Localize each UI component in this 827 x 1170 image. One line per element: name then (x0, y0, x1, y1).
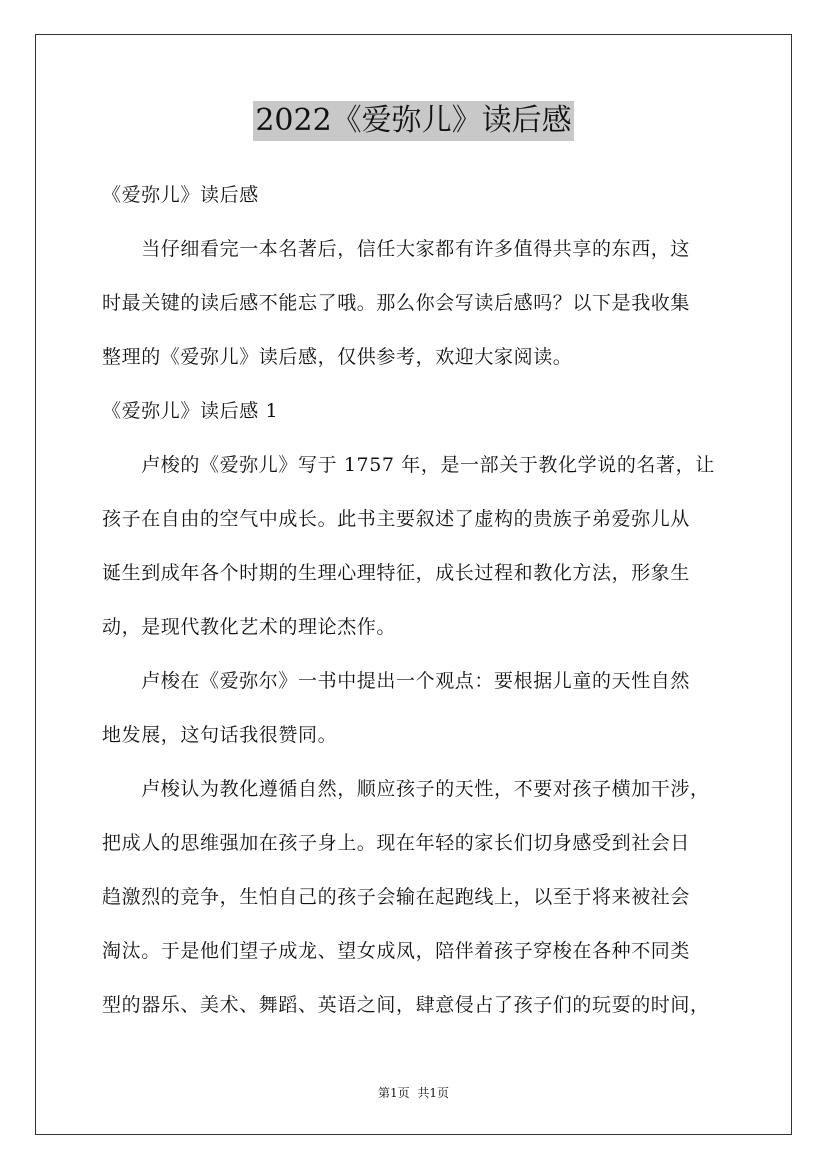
paragraph-line: 整理的《爱弥儿》读后感，仅供参考，欢迎大家阅读。 (102, 346, 573, 368)
paragraph-line: 诞生到成年各个时期的生理心理特征，成长过程和教化方法，形象生 (102, 562, 691, 584)
paragraph-line: 时最关键的读后感不能忘了哦。那么你会写读后感吗？以下是我收集 (102, 292, 691, 314)
paragraph-line: 孩子在自由的空气中成长。此书主要叙述了虚构的贵族子弟爱弥儿从 (102, 508, 691, 530)
paragraph-line: 卢梭认为教化遵循自然，顺应孩子的天性，不要对孩子横加干涉， (102, 778, 710, 800)
paragraph-line: 卢梭的《爱弥儿》写于 1757 年，是一部关于教化学说的名著，让 (102, 454, 715, 476)
page-footer (0, 1084, 827, 1101)
paragraph-line: 动，是现代教化艺术的理论杰作。 (102, 616, 397, 638)
section-heading: 《爱弥儿》读后感 1 (102, 400, 279, 422)
paragraph-line: 型的器乐、美术、舞蹈、英语之间，肆意侵占了孩子们的玩耍的时间， (102, 994, 710, 1016)
paragraph-line: 当仔细看完一本名著后，信任大家都有许多值得共享的东西，这 (102, 238, 691, 260)
paragraph-line: 卢梭在《爱弥尔》一书中提出一个观点：要根据儿童的天性自然 (102, 670, 691, 692)
title-container (0, 101, 827, 141)
page-number: 第1页 (377, 1086, 410, 1100)
section-heading: 《爱弥儿》读后感 (102, 184, 259, 206)
page-total: 共1页 (417, 1086, 450, 1100)
paragraph-line: 地发展，这句话我很赞同。 (102, 724, 338, 746)
paragraph-line: 把成人的思维强加在孩子身上。现在年轻的家长们切身感受到社会日 (102, 832, 691, 854)
paragraph-line: 淘汰。于是他们望子成龙、望女成凤，陪伴着孩子穿梭在各种不同类 (102, 940, 691, 962)
document-title: 2022《爱弥儿》读后感 (253, 101, 573, 141)
paragraph-line: 趋激烈的竞争，生怕自己的孩子会输在起跑线上，以至于将来被社会 (102, 886, 691, 908)
